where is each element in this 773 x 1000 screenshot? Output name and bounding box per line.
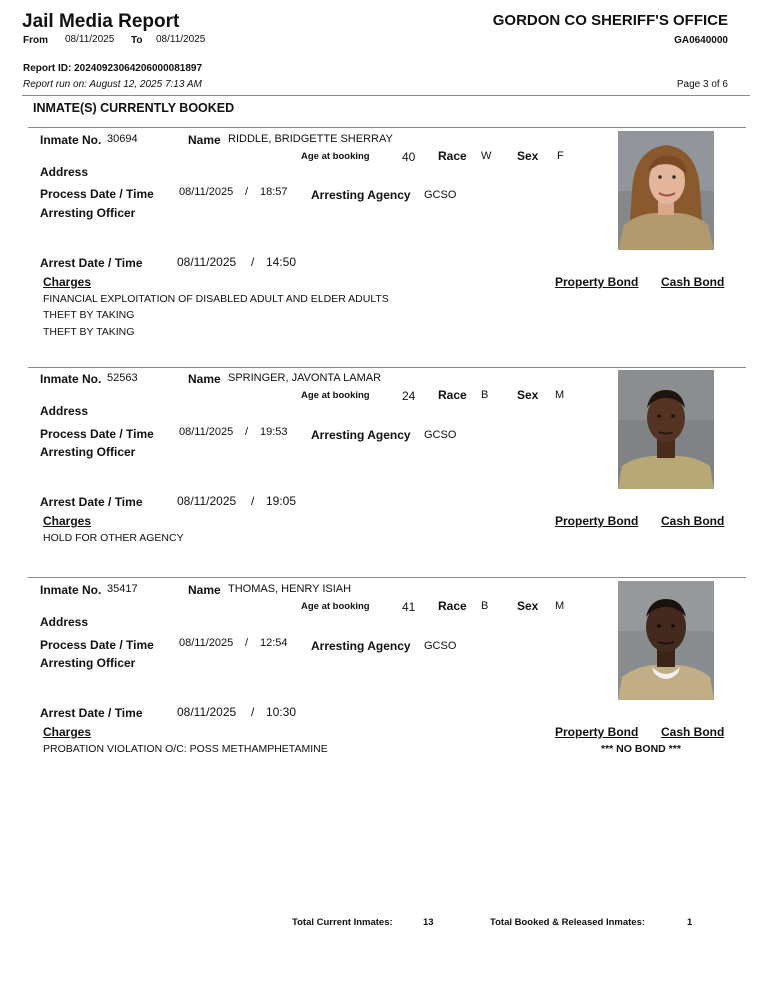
process-time: 12:54	[260, 637, 288, 649]
age-value: 40	[402, 150, 416, 164]
property-bond-label: Property Bond	[555, 514, 639, 528]
inmate-no-value: 52563	[107, 372, 138, 384]
report-title: Jail Media Report	[22, 11, 180, 32]
sex-value: M	[555, 389, 565, 401]
arrest-label: Arrest Date / Time	[40, 256, 143, 270]
total-current-value: 13	[423, 917, 434, 928]
race-value: B	[481, 389, 489, 401]
process-date: 08/11/2025	[179, 186, 234, 198]
officer-label: Arresting Officer	[40, 206, 136, 220]
agency-value: GCSO	[424, 189, 457, 201]
race-label: Race	[438, 599, 467, 613]
name-value: RIDDLE, BRIDGETTE SHERRAY	[228, 133, 393, 145]
agency-label: Arresting Agency	[311, 639, 411, 653]
age-value: 41	[402, 600, 416, 614]
inmate-no-label: Inmate No.	[40, 583, 102, 597]
name-label: Name	[188, 372, 221, 386]
process-time: 18:57	[260, 186, 288, 198]
officer-label: Arresting Officer	[40, 445, 136, 459]
cash-bond-label: Cash Bond	[661, 275, 725, 289]
process-date: 08/11/2025	[179, 426, 234, 438]
mugshot-image	[618, 370, 714, 489]
process-date: 08/11/2025	[179, 637, 234, 649]
age-label: Age at booking	[301, 151, 370, 162]
from-label: From	[23, 35, 48, 46]
sex-label: Sex	[517, 149, 539, 163]
race-label: Race	[438, 149, 467, 163]
no-bond-note: *** NO BOND ***	[601, 743, 681, 755]
name-label: Name	[188, 133, 221, 147]
arrest-time: 10:30	[266, 705, 297, 719]
mugshot-image	[618, 581, 714, 700]
address-label: Address	[40, 165, 89, 179]
agency-label: Arresting Agency	[311, 188, 411, 202]
arrest-time: 14:50	[266, 255, 297, 269]
charge-item: HOLD FOR OTHER AGENCY	[43, 532, 184, 544]
sex-label: Sex	[517, 388, 539, 402]
charge-item: PROBATION VIOLATION O/C: POSS METHAMPHETAMINE	[43, 743, 328, 755]
total-released-value: 1	[687, 917, 693, 928]
inmate-no-label: Inmate No.	[40, 133, 102, 147]
arrest-date: 08/11/2025	[177, 705, 237, 719]
process-time: 19:53	[260, 426, 288, 438]
mugshot-photo	[618, 581, 714, 700]
charge-item: FINANCIAL EXPLOITATION OF DISABLED ADULT AND ELDER ADULTS	[43, 293, 389, 305]
to-date: 08/11/2025	[156, 34, 206, 45]
sex-value: F	[557, 150, 564, 162]
charge-item: THEFT BY TAKING	[43, 309, 135, 321]
inmate-no-value: 30694	[107, 133, 138, 145]
race-label: Race	[438, 388, 467, 402]
charge-item: THEFT BY TAKING	[43, 326, 135, 338]
total-current-label: Total Current Inmates:	[292, 917, 393, 928]
sex-value: M	[555, 600, 565, 612]
officer-label: Arresting Officer	[40, 656, 136, 670]
process-slash: /	[245, 637, 249, 649]
race-value: B	[481, 600, 489, 612]
agency-value: GCSO	[424, 429, 457, 441]
mugshot-photo	[618, 131, 714, 250]
process-slash: /	[245, 426, 249, 438]
address-label: Address	[40, 615, 89, 629]
arrest-time: 19:05	[266, 494, 297, 508]
from-date: 08/11/2025	[65, 34, 115, 45]
sex-label: Sex	[517, 599, 539, 613]
process-slash: /	[245, 186, 249, 198]
race-value: W	[481, 150, 492, 162]
total-released-label: Total Booked & Released Inmates:	[490, 917, 646, 928]
to-label: To	[131, 35, 143, 46]
page-number: Page 3 of 6	[676, 79, 728, 90]
arrest-slash: /	[251, 494, 255, 508]
charges-label: Charges	[43, 725, 92, 739]
process-label: Process Date / Time	[40, 187, 154, 201]
process-label: Process Date / Time	[40, 427, 154, 441]
report-id: Report ID: 20240923064206000081897	[23, 63, 203, 74]
record-divider	[28, 577, 746, 578]
property-bond-label: Property Bond	[555, 725, 639, 739]
inmate-no-value: 35417	[107, 583, 138, 595]
arrest-date: 08/11/2025	[177, 494, 237, 508]
age-value: 24	[402, 389, 416, 403]
mugshot-photo	[618, 370, 714, 489]
arrest-label: Arrest Date / Time	[40, 706, 143, 720]
age-label: Age at booking	[301, 601, 370, 612]
agency-label: Arresting Agency	[311, 428, 411, 442]
header-divider	[22, 95, 750, 96]
arrest-date: 08/11/2025	[177, 255, 237, 269]
record-divider	[28, 367, 746, 368]
charges-label: Charges	[43, 514, 92, 528]
arrest-slash: /	[251, 705, 255, 719]
age-label: Age at booking	[301, 390, 370, 401]
name-value: SPRINGER, JAVONTA LAMAR	[228, 372, 382, 384]
section-title: INMATE(S) CURRENTLY BOOKED	[33, 101, 235, 115]
section-divider	[28, 127, 746, 128]
cash-bond-label: Cash Bond	[661, 725, 725, 739]
report-run-on: Report run on: August 12, 2025 7:13 AM	[23, 79, 202, 90]
property-bond-label: Property Bond	[555, 275, 639, 289]
arrest-slash: /	[251, 255, 255, 269]
address-label: Address	[40, 404, 89, 418]
inmate-no-label: Inmate No.	[40, 372, 102, 386]
charges-label: Charges	[43, 275, 92, 289]
name-value: THOMAS, HENRY ISIAH	[228, 583, 352, 595]
ori-code: GA0640000	[674, 35, 728, 46]
agency-value: GCSO	[424, 640, 457, 652]
name-label: Name	[188, 583, 221, 597]
cash-bond-label: Cash Bond	[661, 514, 725, 528]
process-label: Process Date / Time	[40, 638, 154, 652]
arrest-label: Arrest Date / Time	[40, 495, 143, 509]
mugshot-image	[618, 131, 714, 250]
office-name: GORDON CO SHERIFF'S OFFICE	[492, 12, 728, 29]
